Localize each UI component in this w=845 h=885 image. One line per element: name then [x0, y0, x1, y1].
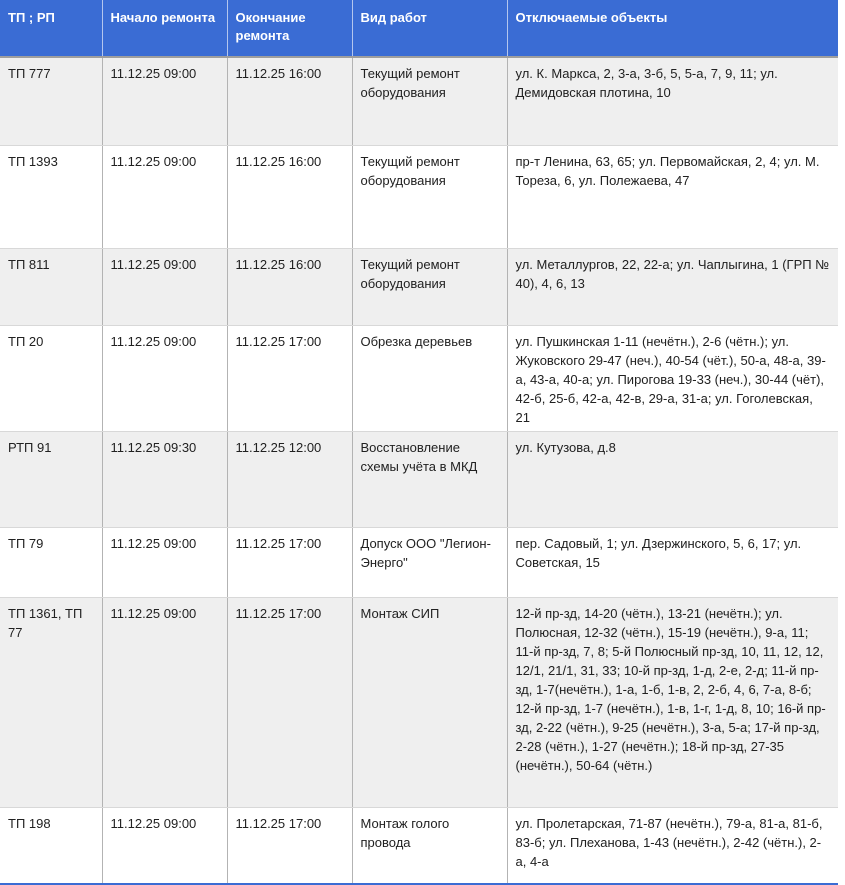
- cell-disconnected-objects: ул. К. Маркса, 2, 3-а, 3-б, 5, 5-а, 7, 9, 11; ул. Демидовская плотина, 10: [507, 57, 838, 145]
- cell-work-type: Текущий ремонт оборудования: [352, 145, 507, 248]
- cell-repair-end: 11.12.25 17:00: [227, 527, 352, 597]
- cell-repair-end: 11.12.25 12:00: [227, 431, 352, 527]
- cell-disconnected-objects: пер. Садовый, 1; ул. Дзержинского, 5, 6, 17; ул. Советская, 15: [507, 527, 838, 597]
- cell-work-type: Текущий ремонт оборудования: [352, 248, 507, 325]
- table-row: [0, 527, 838, 597]
- cell-tp-rp: РТП 91: [0, 431, 102, 527]
- cell-repair-end: 11.12.25 16:00: [227, 57, 352, 145]
- table-row: [0, 597, 838, 807]
- cell-tp-rp: ТП 1361, ТП 77: [0, 597, 102, 807]
- cell-repair-start: 11.12.25 09:00: [102, 248, 227, 325]
- right-gutter: [838, 0, 845, 885]
- table-row: [0, 145, 838, 248]
- cell-repair-start: 11.12.25 09:00: [102, 145, 227, 248]
- column-header-tp-rp: ТП ; РП: [0, 0, 102, 57]
- table-header-row: [0, 0, 838, 57]
- cell-work-type: Текущий ремонт оборудования: [352, 57, 507, 145]
- table-row: [0, 57, 838, 145]
- cell-repair-start: 11.12.25 09:00: [102, 527, 227, 597]
- cell-tp-rp: ТП 777: [0, 57, 102, 145]
- table-row: [0, 431, 838, 527]
- cell-repair-start: 11.12.25 09:00: [102, 597, 227, 807]
- cell-repair-end: 11.12.25 17:00: [227, 807, 352, 885]
- table-row: [0, 325, 838, 431]
- cell-tp-rp: ТП 20: [0, 325, 102, 431]
- column-header-repair-start: Начало ремонта: [102, 0, 227, 57]
- cell-tp-rp: ТП 1393: [0, 145, 102, 248]
- cell-work-type: Монтаж СИП: [352, 597, 507, 807]
- cell-work-type: Допуск ООО "Легион-Энерго": [352, 527, 507, 597]
- cell-work-type: Монтаж голого провода: [352, 807, 507, 885]
- cell-repair-start: 11.12.25 09:00: [102, 325, 227, 431]
- cell-repair-start: 11.12.25 09:00: [102, 807, 227, 885]
- cell-work-type: Восстановление схемы учёта в МКД: [352, 431, 507, 527]
- column-header-disconnected-objects: Отключаемые объекты: [507, 0, 838, 57]
- cell-work-type: Обрезка деревьев: [352, 325, 507, 431]
- cell-repair-end: 11.12.25 17:00: [227, 597, 352, 807]
- table-row: [0, 248, 838, 325]
- cell-disconnected-objects: ул. Кутузова, д.8: [507, 431, 838, 527]
- cell-tp-rp: ТП 198: [0, 807, 102, 885]
- cell-tp-rp: ТП 79: [0, 527, 102, 597]
- cell-disconnected-objects: ул. Металлургов, 22, 22-а; ул. Чаплыгина, 1 (ГРП № 40), 4, 6, 13: [507, 248, 838, 325]
- cell-repair-end: 11.12.25 17:00: [227, 325, 352, 431]
- column-header-work-type: Вид работ: [352, 0, 507, 57]
- cell-disconnected-objects: ул. Пролетарская, 71-87 (нечётн.), 79-а, 81-а, 81-б, 83-б; ул. Плеханова, 1-43 (нечётн.), 2-42 (чётн.), 2-а, 4-а: [507, 807, 838, 885]
- cell-disconnected-objects: пр-т Ленина, 63, 65; ул. Первомайская, 2, 4; ул. М. Тореза, 6, ул. Полежаева, 47: [507, 145, 838, 248]
- cell-repair-start: 11.12.25 09:30: [102, 431, 227, 527]
- cell-disconnected-objects: ул. Пушкинская 1-11 (нечётн.), 2-6 (чётн.); ул. Жуковского 29-47 (неч.), 40-54 (чёт.), 50-а, 48-а, 39-а, 43-а, 40-а; ул. Пирогова 19-33 (неч.), 30-44 (чёт), 42-б, 25-б, 42-а, 42-в, 29-а, 31-а; ул. Гоголевская, 21: [507, 325, 838, 431]
- cell-repair-end: 11.12.25 16:00: [227, 248, 352, 325]
- table-row: [0, 807, 838, 885]
- column-header-repair-end: Окончание ремонта: [227, 0, 352, 57]
- cell-tp-rp: ТП 811: [0, 248, 102, 325]
- cell-disconnected-objects: 12-й пр-зд, 14-20 (чётн.), 13-21 (нечётн.); ул. Полюсная, 12-32 (чётн.), 15-19 (нечётн.), 9-а, 11; 11-й пр-зд, 7, 8; 5-й Полюсный пр-зд, 10, 11, 12, 12, 12/1, 21/1, 31, 33; 10-й пр-зд, 1-д, 2-е, 2-д; 11-й пр-зд, 1-7(нечётн.), 1-а, 1-б, 1-в, 2, 2-б, 4, 6, 7-а, 8-б; 12-й пр-зд, 1-7 (нечётн.), 1-в, 1-г, 1-д, 8, 10; 16-й пр-зд, 2-22 (чётн.), 9-25 (нечётн.), 3-а, 5-а; 17-й пр-зд, 2-28 (чётн.), 1-27 (нечётн.); 18-й пр-зд, 27-35 (нечётн.), 50-64 (чётн.): [507, 597, 838, 807]
- cell-repair-end: 11.12.25 16:00: [227, 145, 352, 248]
- cell-repair-start: 11.12.25 09:00: [102, 57, 227, 145]
